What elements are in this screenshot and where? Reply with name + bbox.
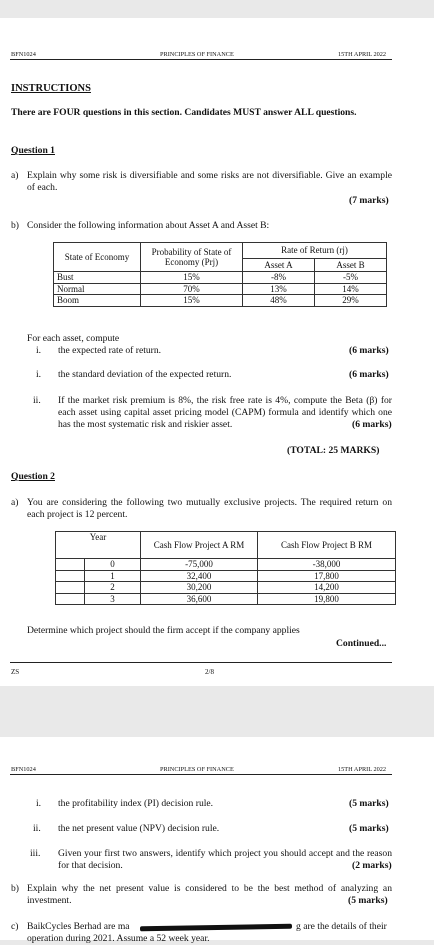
q2-item-1-marks: (5 marks): [349, 798, 389, 809]
table-header-asset-a: Asset A: [243, 259, 315, 272]
redaction-mark: [140, 924, 292, 932]
table-cell-asset-b: 29%: [314, 295, 386, 307]
header-course-code: BFN1024: [11, 766, 36, 773]
table-cell-prob: 15%: [141, 272, 243, 284]
q2-part-c-text-line2: operation during 2021. Assume a 52 week year.: [27, 933, 210, 944]
table-row: [54, 295, 387, 307]
table-row: [54, 272, 387, 284]
table-row: [56, 570, 396, 582]
q1-item-2-text: the standard deviation of the expected return.: [58, 369, 232, 380]
table-cell-project-a: 36,600: [141, 593, 258, 605]
question-1-heading: Question 1: [11, 145, 55, 156]
q1-item-2-num: i.: [36, 369, 42, 380]
q1-item-3-text: If the market risk premium is 8%, the risk free rate is 4%, compute the Beta (β) for each asset using capital asset pricing model (CAPM) formula and identify which one has the most systematic risk and riskier asset.: [58, 395, 392, 430]
q1-part-b-label: b): [11, 220, 19, 231]
header-exam-date: 15TH APRIL 2022: [338, 51, 387, 58]
table-header-state: State of Economy: [54, 243, 141, 272]
exam-page-2: [0, 737, 434, 944]
table-header-project-b: Cash Flow Project B RM: [258, 532, 396, 559]
q1-item-1-marks: (6 marks): [349, 345, 389, 356]
q2-determine-text: Determine which project should the firm accept if the company applies: [27, 625, 300, 636]
table-header-asset-b: Asset B: [314, 259, 386, 272]
q1-part-a-text: Explain why some risk is diversifiable and some risks are not diversifiable. Give an example of each.: [27, 170, 392, 193]
q1-item-2-marks: (6 marks): [349, 369, 389, 380]
header-exam-date: 15TH APRIL 2022: [338, 766, 387, 773]
header-rule: [10, 59, 392, 60]
footer-rule: [10, 662, 392, 663]
q1-item-1-text: the expected rate of return.: [58, 345, 162, 356]
table-cell-asset-a: -8%: [243, 272, 315, 284]
table-cell-prob: 15%: [141, 295, 243, 307]
q2-item-3-marks: (2 marks): [349, 860, 392, 872]
table-header-project-a: Cash Flow Project A RM: [141, 532, 258, 559]
table-cell-year: 2: [84, 582, 140, 593]
q2-item-2-text: the net present value (NPV) decision rule.: [58, 823, 220, 834]
table-row: [56, 582, 396, 594]
table-header-year: Year: [56, 532, 141, 559]
table-row: [54, 283, 387, 295]
table-cell-asset-a: 48%: [243, 295, 315, 307]
q2-item-1-text: the profitability index (PI) decision rule.: [58, 798, 214, 809]
q2-item-2-num: ii.: [33, 823, 41, 834]
footer-initials: ZS: [11, 668, 20, 676]
question-2-heading: Question 2: [11, 471, 55, 482]
q2-part-b-marks: (5 marks): [345, 895, 388, 907]
q2-item-2-marks: (5 marks): [349, 823, 389, 834]
q2-item-1-num: i.: [36, 798, 42, 809]
table-cell-project-a: -75,000: [141, 559, 258, 571]
header-rule: [10, 774, 392, 775]
q1-item-3-marks: (6 marks): [349, 419, 392, 431]
instructions-heading: INSTRUCTIONS: [11, 83, 91, 94]
q2-part-a-label: a): [11, 497, 19, 508]
q2-part-b-label: b): [11, 883, 19, 894]
table-cell-year: 1: [84, 571, 140, 582]
table-cell-state: Boom: [54, 295, 141, 307]
header-subject-title: PRINCIPLES OF FINANCE: [160, 766, 234, 773]
q1-returns-table: [53, 242, 387, 307]
exam-page-1: [0, 18, 434, 686]
q1-total-marks: (TOTAL: 25 MARKS): [287, 445, 380, 456]
table-header-rate: Rate of Return (rj): [243, 243, 387, 259]
q2-part-c-text-start: BaikCycles Berhad are ma: [27, 921, 130, 932]
table-cell-project-b: 17,800: [258, 570, 396, 582]
q2-part-c-text-end: g are the details of their: [296, 921, 387, 932]
table-cell-project-b: -38,000: [258, 559, 396, 571]
table-cell-state: Normal: [54, 283, 141, 295]
q2-cashflow-table: [55, 531, 396, 605]
table-cell-year: 0: [84, 559, 140, 570]
instructions-text: There are FOUR questions in this section. Candidates MUST answer ALL questions.: [11, 107, 357, 118]
table-cell-project-a: 30,200: [141, 582, 258, 594]
q1-part-a-label: a): [11, 170, 19, 181]
table-cell-asset-b: 14%: [314, 283, 386, 295]
header-course-code: BFN1024: [11, 51, 36, 58]
table-cell-year: 3: [84, 594, 140, 605]
q1-for-each-text: For each asset, compute: [27, 333, 120, 344]
table-cell-prob: 70%: [141, 283, 243, 295]
q2-part-c-label: c): [11, 921, 19, 932]
table-row: [56, 593, 396, 605]
page-number: 2/8: [205, 668, 214, 676]
q2-item-3-num: iii.: [30, 848, 41, 859]
q1-item-1-num: i.: [36, 345, 42, 356]
q2-part-a-text: You are considering the following two mutually exclusive projects. The required return on each project is 12 percent.: [27, 497, 392, 520]
header-subject-title: PRINCIPLES OF FINANCE: [160, 51, 234, 58]
table-header-probability: Probability of State of Economy (Prj): [141, 243, 243, 272]
table-cell-asset-b: -5%: [314, 272, 386, 284]
q1-part-b-text: Consider the following information about Asset A and Asset B:: [27, 220, 270, 231]
table-cell-project-a: 32,400: [141, 570, 258, 582]
q2-part-b-text: Explain why the net present value is considered to be the best method of analyzing an investment.: [27, 883, 392, 906]
continued-label: Continued...: [336, 638, 387, 649]
q1-item-3-num: ii.: [33, 395, 41, 406]
q2-item-3-text: Given your first two answers, identify which project you should accept and the reason for that decision.: [58, 848, 392, 871]
table-row: [56, 559, 396, 571]
table-cell-project-b: 19,800: [258, 593, 396, 605]
q1-part-a-marks: (7 marks): [349, 195, 389, 206]
table-cell-state: Bust: [54, 272, 141, 284]
table-cell-project-b: 14,200: [258, 582, 396, 594]
table-cell-asset-a: 13%: [243, 283, 315, 295]
